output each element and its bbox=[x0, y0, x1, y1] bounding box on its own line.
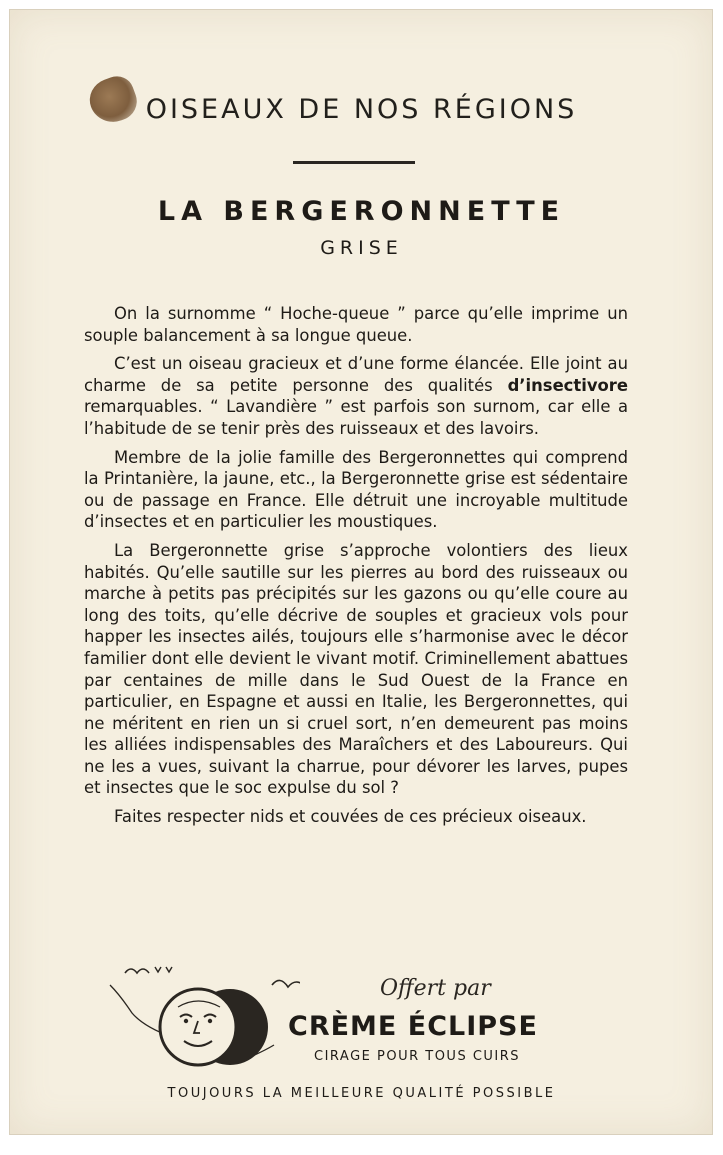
paragraph-2 bbox=[84, 353, 628, 439]
moon-face-eclipse-icon bbox=[100, 955, 300, 1075]
card-title: LA BERGERONNETTE bbox=[157, 196, 566, 227]
bird-icon bbox=[166, 967, 172, 972]
paragraph-5: Faites respecter nids et couvées de ces précieux oiseaux. bbox=[114, 807, 587, 827]
series-title: OISEAUX DE NOS RÉGIONS bbox=[145, 94, 578, 125]
divider-rule bbox=[293, 161, 415, 164]
brand-name: CRÈME ÉCLIPSE bbox=[288, 1011, 538, 1042]
paragraph-3: Membre de la jolie famille des Bergeronnettes qui comprend la Printanière, la jaune, etc., la Bergeronnette grise est sédentaire ou de passage en France. Elle détruit une incroyable multitude d’insectes et en particulier les moustiques. bbox=[84, 447, 628, 532]
brand-tagline: CIRAGE POUR TOUS CUIRS bbox=[314, 1049, 521, 1064]
paragraph-1: On la surnomme “ Hoche-queue ” parce qu’elle imprime un souple balancement à sa longue queue. bbox=[84, 304, 628, 345]
paragraph-4: La Bergeronnette grise s’approche volontiers des lieux habités. Qu’elle sautille sur les pierres au bord des ruisseaux ou marche à petits pas précipités sur les gazons ou qu’elle coure au long des toits, qu’elle décrive de souples et gracieux vols pour happer les insectes ailés, toujours elle s’harmonise avec le décor familier dont elle devient le vivant motif. Criminellement abattues par centaines de mille dans le Sud Ouest de la France en particulier, en Espagne et aussi en Italie, les Bergeronnettes, qui ne méritent en rien un si cruel sort, n’en demeurent pas moins les alliées indispensables des Maraîchers et des Laboureurs. Qui ne les a vues, suivant la charrue, pour dévorer les larves, pupes et insectes que le soc expulse du sol ? bbox=[84, 540, 628, 798]
offered-by-label: Offert par bbox=[380, 976, 491, 1001]
bird-icon bbox=[272, 980, 300, 987]
footer-slogan: TOUJOURS LA MEILLEURE QUALITÉ POSSIBLE bbox=[167, 1086, 556, 1101]
description-text bbox=[84, 303, 628, 835]
card-subtitle: GRISE bbox=[320, 237, 403, 259]
bird-icon bbox=[125, 969, 149, 973]
bird-icon bbox=[155, 967, 161, 972]
paragraph-2-start: C’est un oiseau gracieux et d’une forme élancée. Elle joint au charme de sa petite personne des qualités bbox=[84, 354, 628, 395]
paragraph-2-end: remarquables. “ Lavandière ” est parfois son surnom, car elle a l’habitude de se tenir près des ruisseaux et des lavoirs. bbox=[84, 397, 628, 438]
paragraph-2-bold: d’insectivore bbox=[507, 375, 628, 395]
